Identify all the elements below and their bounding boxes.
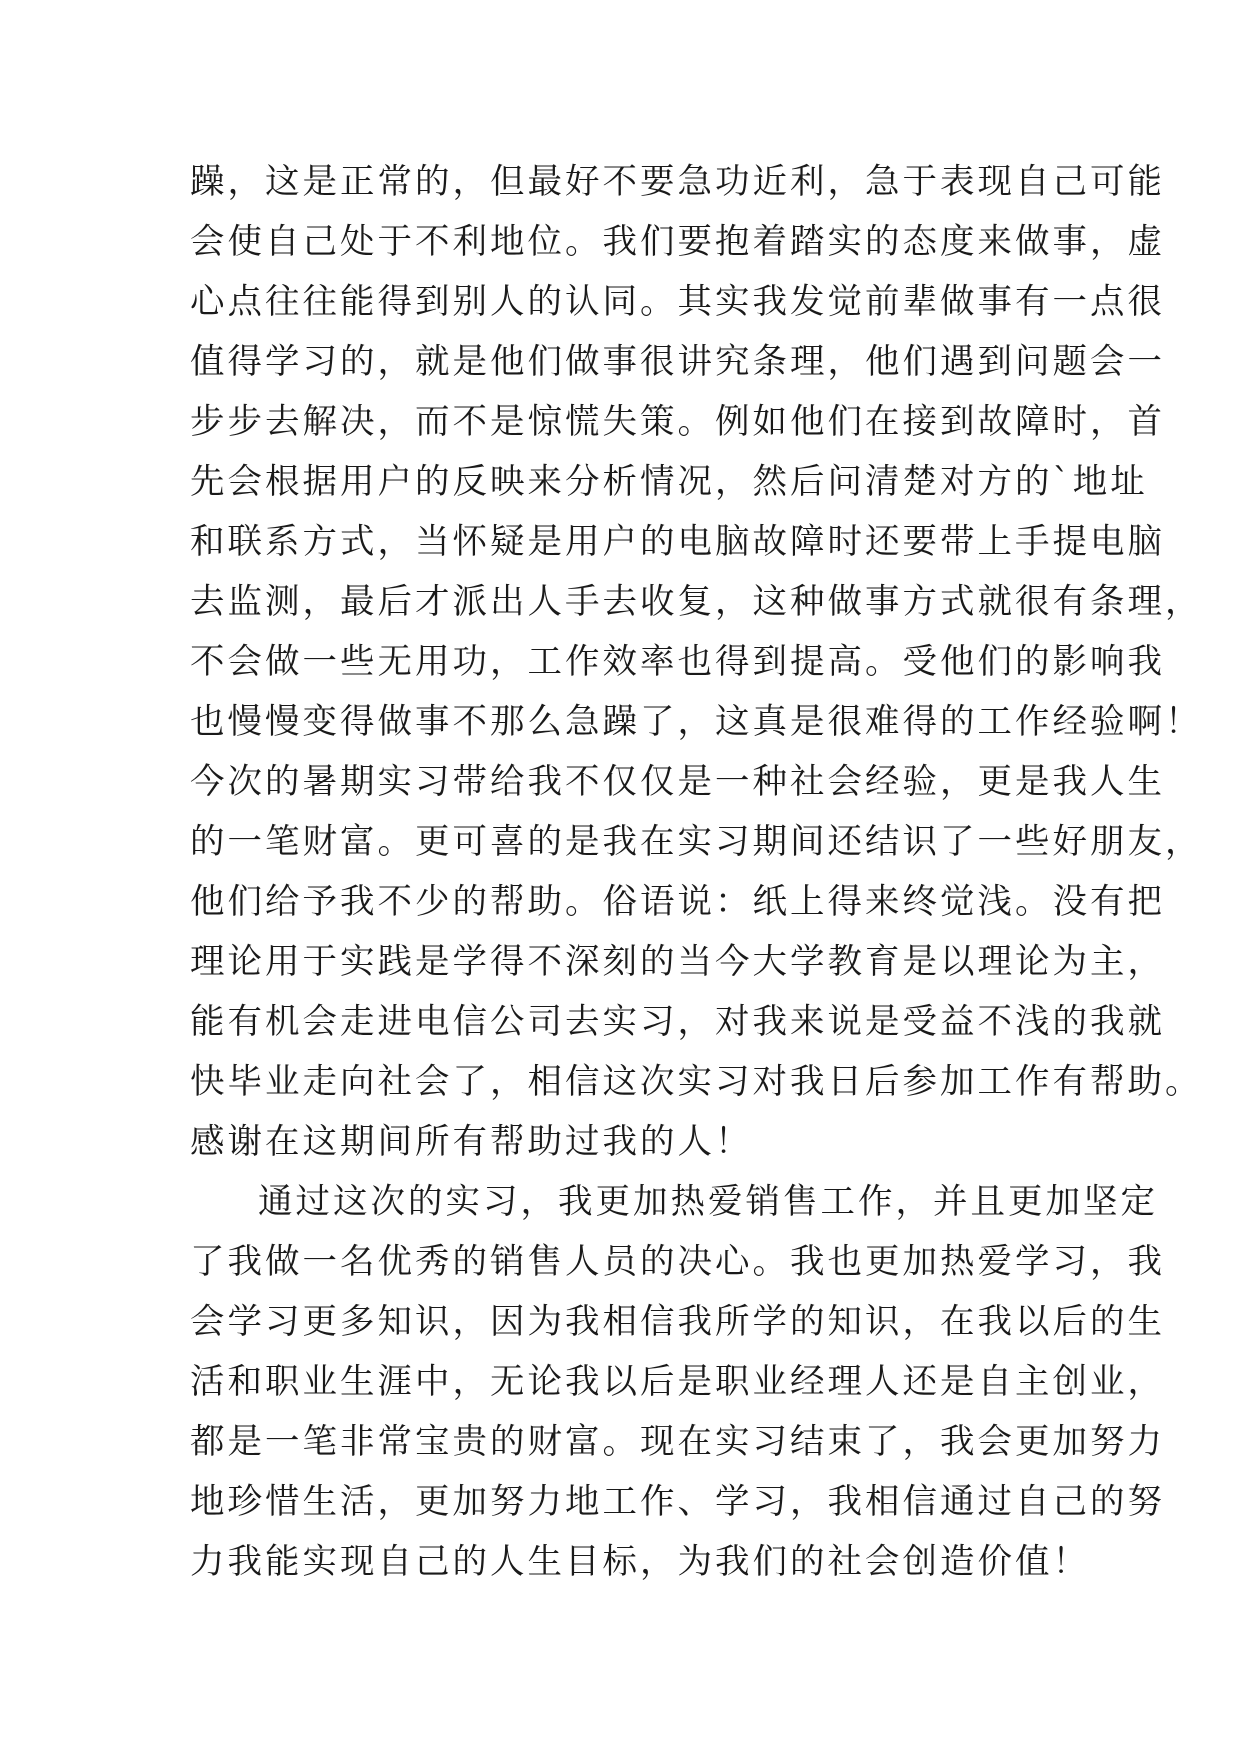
text-line: 活和职业生涯中，无论我以后是职业经理人还是自主创业， (190, 1362, 1165, 1402)
text-line: 力我能实现自己的人生目标，为我们的社会创造价值！ (190, 1542, 1090, 1582)
text-line: 心点往往能得到别人的认同。其实我发觉前辈做事有一点很 (190, 282, 1165, 322)
text-line: 的一笔财富。更可喜的是我在实习期间还结识了一些好朋友， (190, 822, 1203, 862)
document-body (190, 152, 1203, 1592)
text-line: 也慢慢变得做事不那么急躁了，这真是很难得的工作经验啊！ (190, 702, 1203, 742)
paragraph-1 (190, 152, 1203, 1172)
text-line: 快毕业走向社会了，相信这次实习对我日后参加工作有帮助。 (190, 1062, 1203, 1102)
paragraph-2 (190, 1172, 1165, 1592)
text-line: 今次的暑期实习带给我不仅仅是一种社会经验，更是我人生 (190, 762, 1165, 802)
text-line: 会学习更多知识，因为我相信我所学的知识，在我以后的生 (190, 1302, 1165, 1342)
text-line: 会使自己处于不利地位。我们要抱着踏实的态度来做事，虚 (190, 222, 1165, 262)
text-line: 理论用于实践是学得不深刻的当今大学教育是以理论为主， (190, 942, 1165, 982)
text-line: 地珍惜生活，更加努力地工作、学习，我相信通过自己的努 (190, 1482, 1165, 1522)
text-line: 和联系方式，当怀疑是用户的电脑故障时还要带上手提电脑 (190, 522, 1165, 562)
text-line: 通过这次的实习，我更加热爱销售工作，并且更加坚定 (258, 1182, 1158, 1222)
text-line: 他们给予我不少的帮助。俗语说：纸上得来终觉浅。没有把 (190, 882, 1165, 922)
text-line: 不会做一些无用功，工作效率也得到提高。受他们的影响我 (190, 642, 1165, 682)
text-line: 感谢在这期间所有帮助过我的人！ (190, 1122, 753, 1162)
text-line: 值得学习的，就是他们做事很讲究条理，他们遇到问题会一 (190, 342, 1165, 382)
text-line: 躁，这是正常的，但最好不要急功近利，急于表现自己可能 (190, 162, 1165, 202)
text-line: 都是一笔非常宝贵的财富。现在实习结束了，我会更加努力 (190, 1422, 1165, 1462)
text-line: 能有机会走进电信公司去实习，对我来说是受益不浅的我就 (190, 1002, 1165, 1042)
text-line: 去监测，最后才派出人手去收复，这种做事方式就很有条理， (190, 582, 1203, 622)
text-line: 步步去解决，而不是惊慌失策。例如他们在接到故障时，首 (190, 402, 1165, 442)
text-line: 先会根据用户的反映来分析情况，然后问清楚对方的`地址 (190, 462, 1148, 502)
text-line: 了我做一名优秀的销售人员的决心。我也更加热爱学习，我 (190, 1242, 1165, 1282)
